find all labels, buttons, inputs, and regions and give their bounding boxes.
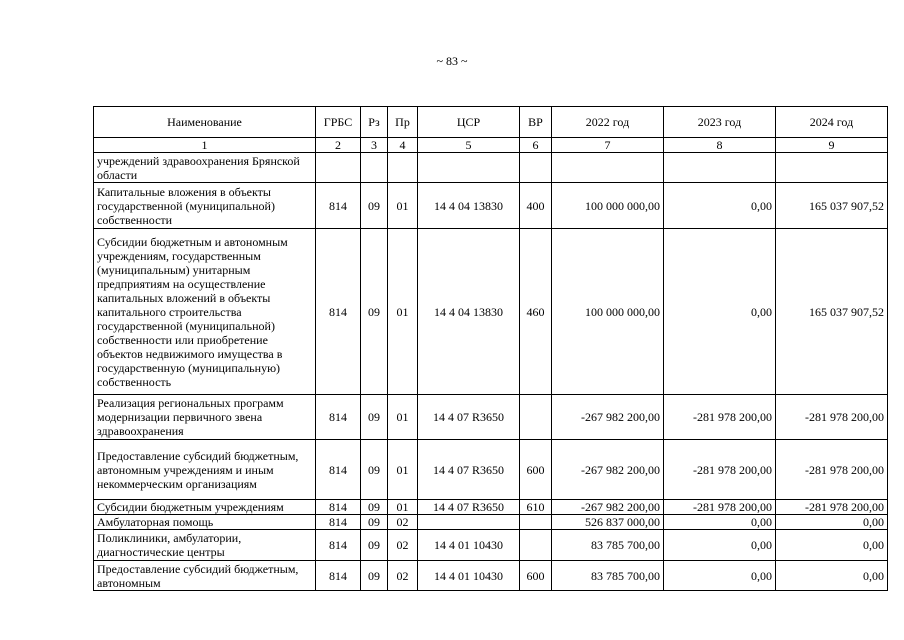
- cell-2022: [552, 153, 664, 183]
- column-number-row: [94, 138, 888, 153]
- cell-2022: 83 785 700,00: [552, 530, 664, 561]
- page-number: ~ 83 ~: [436, 54, 468, 68]
- cell-pr: 02: [388, 561, 418, 591]
- cell-rz: 09: [361, 395, 388, 440]
- cell-2022: 100 000 000,00: [552, 229, 664, 395]
- cell-csr: [418, 153, 520, 183]
- col-number: 4: [388, 138, 418, 153]
- cell-csr: 14 4 07 R3650: [418, 500, 520, 515]
- cell-name: Амбулаторная помощь: [94, 515, 316, 530]
- budget-table: [93, 106, 888, 591]
- cell-rz: 09: [361, 183, 388, 229]
- cell-2024: 165 037 907,52: [776, 183, 888, 229]
- table-row: [94, 183, 888, 229]
- cell-2024: 0,00: [776, 561, 888, 591]
- cell-2024: -281 978 200,00: [776, 395, 888, 440]
- cell-name: Капитальные вложения в объекты государственной (муниципальной) собственности: [94, 183, 316, 229]
- col-header-vr: ВР: [520, 107, 552, 138]
- cell-pr: 01: [388, 500, 418, 515]
- cell-2024: -281 978 200,00: [776, 500, 888, 515]
- col-number: 1: [94, 138, 316, 153]
- cell-pr: 01: [388, 395, 418, 440]
- cell-grbs: 814: [316, 561, 361, 591]
- cell-pr: 02: [388, 515, 418, 530]
- cell-rz: 09: [361, 440, 388, 500]
- cell-2022: 100 000 000,00: [552, 183, 664, 229]
- table-row: [94, 440, 888, 500]
- cell-name: Субсидии бюджетным учреждениям: [94, 500, 316, 515]
- col-number: 7: [552, 138, 664, 153]
- cell-2022: 526 837 000,00: [552, 515, 664, 530]
- col-header-rz: Рз: [361, 107, 388, 138]
- cell-2023: 0,00: [664, 183, 776, 229]
- cell-pr: 01: [388, 440, 418, 500]
- cell-vr: [520, 515, 552, 530]
- cell-grbs: 814: [316, 515, 361, 530]
- cell-2023: 0,00: [664, 515, 776, 530]
- cell-rz: 09: [361, 500, 388, 515]
- cell-2024: [776, 153, 888, 183]
- table-row: [94, 561, 888, 591]
- col-header-2023: 2023 год: [664, 107, 776, 138]
- cell-pr: 02: [388, 530, 418, 561]
- table-row: [94, 229, 888, 395]
- table-row: [94, 500, 888, 515]
- cell-2023: [664, 153, 776, 183]
- cell-rz: 09: [361, 515, 388, 530]
- cell-2023: -281 978 200,00: [664, 500, 776, 515]
- table-row: [94, 395, 888, 440]
- cell-name: Реализация региональных программ модернизации первичного звена здравоохранения: [94, 395, 316, 440]
- cell-vr: 400: [520, 183, 552, 229]
- col-header-pr: Пр: [388, 107, 418, 138]
- cell-2022: -267 982 200,00: [552, 500, 664, 515]
- col-number: 8: [664, 138, 776, 153]
- cell-2023: 0,00: [664, 229, 776, 395]
- cell-rz: [361, 153, 388, 183]
- cell-2022: -267 982 200,00: [552, 440, 664, 500]
- cell-vr: 600: [520, 561, 552, 591]
- cell-csr: 14 4 07 R3650: [418, 440, 520, 500]
- cell-csr: 14 4 04 13830: [418, 229, 520, 395]
- cell-2024: 0,00: [776, 515, 888, 530]
- table-row: [94, 530, 888, 561]
- cell-grbs: 814: [316, 395, 361, 440]
- cell-2024: 165 037 907,52: [776, 229, 888, 395]
- cell-2023: -281 978 200,00: [664, 440, 776, 500]
- table-row: [94, 515, 888, 530]
- cell-rz: 09: [361, 561, 388, 591]
- cell-pr: [388, 153, 418, 183]
- cell-pr: 01: [388, 183, 418, 229]
- cell-name: Предоставление субсидий бюджетным, автономным учреждениям и иным некоммерческим организациям: [94, 440, 316, 500]
- cell-grbs: 814: [316, 229, 361, 395]
- cell-2023: -281 978 200,00: [664, 395, 776, 440]
- cell-2024: 0,00: [776, 530, 888, 561]
- cell-2023: 0,00: [664, 561, 776, 591]
- cell-csr: 14 4 01 10430: [418, 561, 520, 591]
- cell-pr: 01: [388, 229, 418, 395]
- cell-csr: [418, 515, 520, 530]
- cell-grbs: 814: [316, 440, 361, 500]
- cell-grbs: 814: [316, 500, 361, 515]
- cell-csr: 14 4 07 R3650: [418, 395, 520, 440]
- col-header-grbs: ГРБС: [316, 107, 361, 138]
- cell-vr: 600: [520, 440, 552, 500]
- cell-vr: [520, 530, 552, 561]
- cell-vr: 460: [520, 229, 552, 395]
- table-row: [94, 153, 888, 183]
- cell-name: учреждений здравоохранения Брянской области: [94, 153, 316, 183]
- cell-name: Поликлиники, амбулатории, диагностические центры: [94, 530, 316, 561]
- col-number: 3: [361, 138, 388, 153]
- cell-2023: 0,00: [664, 530, 776, 561]
- cell-name: Субсидии бюджетным и автономным учреждениям, государственным (муниципальным) унитарным предприятиям на осуществление капитальных вложений в объекты капитального строительства государственной (муниципальной) собственности или приобретение объектов недвижимого имущества в государственную (муниципальную) собственность: [94, 229, 316, 395]
- cell-vr: 610: [520, 500, 552, 515]
- cell-grbs: 814: [316, 183, 361, 229]
- col-header-2024: 2024 год: [776, 107, 888, 138]
- col-header-csr: ЦСР: [418, 107, 520, 138]
- cell-2024: -281 978 200,00: [776, 440, 888, 500]
- cell-2022: 83 785 700,00: [552, 561, 664, 591]
- col-number: 2: [316, 138, 361, 153]
- col-number: 6: [520, 138, 552, 153]
- col-number: 5: [418, 138, 520, 153]
- cell-rz: 09: [361, 530, 388, 561]
- col-number: 9: [776, 138, 888, 153]
- col-header-name: Наименование: [94, 107, 316, 138]
- cell-csr: 14 4 04 13830: [418, 183, 520, 229]
- cell-name: Предоставление субсидий бюджетным, автономным: [94, 561, 316, 591]
- cell-rz: 09: [361, 229, 388, 395]
- col-header-2022: 2022 год: [552, 107, 664, 138]
- cell-grbs: 814: [316, 530, 361, 561]
- cell-2022: -267 982 200,00: [552, 395, 664, 440]
- cell-grbs: [316, 153, 361, 183]
- cell-vr: [520, 395, 552, 440]
- header-row: [94, 107, 888, 138]
- cell-vr: [520, 153, 552, 183]
- cell-csr: 14 4 01 10430: [418, 530, 520, 561]
